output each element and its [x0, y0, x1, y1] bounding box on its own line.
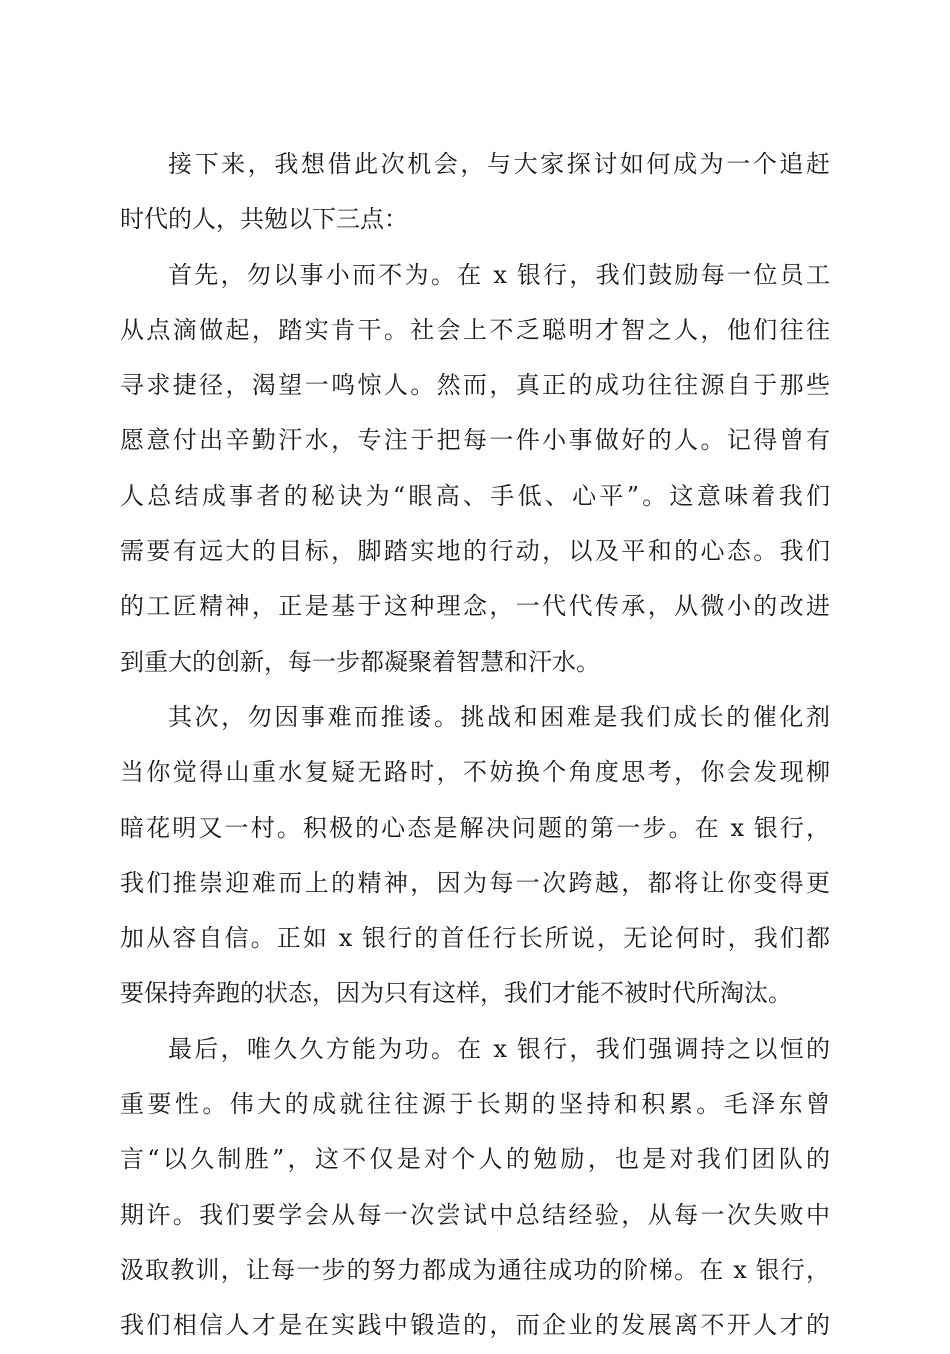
text-line: 从点滴做起，踏实肯干。社会上不乏聪明才智之人，他们往往 [120, 315, 830, 344]
text-line: 的工匠精神，正是基于这种理念，一代代传承，从微小的改进 [120, 592, 830, 621]
text-line: 汲取教训，让每一步的努力都成为通往成功的阶梯。在 x 银行， [120, 1255, 830, 1284]
text-line: 到重大的创新，每一步都凝聚着智慧和汗水。 [120, 647, 600, 676]
text-line: 接下来，我想借此次机会，与大家探讨如何成为一个追赶 [168, 150, 830, 178]
text-line: 人总结成事者的秘诀为“眼高、手低、心平”。这意味着我们 [120, 481, 830, 510]
text-line: 我们推崇迎难而上的精神，因为每一次跨越，都将让你变得更 [120, 868, 830, 897]
text-line: 其次，勿因事难而推诿。挑战和困难是我们成长的催化剂 [168, 702, 830, 731]
text-line: 我们相信人才是在实践中锻造的，而企业的发展离不开人才的 [120, 1311, 830, 1340]
text-line: 愿意付出辛勤汗水，专注于把每一件小事做好的人。记得曾有 [120, 426, 830, 455]
text-line: 时代的人，共勉以下三点： [120, 205, 408, 234]
document-body [120, 137, 830, 1354]
text-line: 期许。我们要学会从每一次尝试中总结经验，从每一次失败中 [120, 1200, 830, 1229]
text-line: 首先，勿以事小而不为。在 x 银行，我们鼓励每一位员工 [168, 260, 830, 289]
text-line: 需要有远大的目标，脚踏实地的行动，以及平和的心态。我们 [120, 537, 830, 566]
text-line: 最后，唯久久方能为功。在 x 银行，我们强调持之以恒的 [168, 1034, 830, 1063]
text-line: 当你觉得山重水复疑无路时，不妨换个角度思考，你会发现柳 [120, 758, 830, 787]
text-line: 寻求捷径，渴望一鸣惊人。然而，真正的成功往往源自于那些 [120, 371, 830, 400]
text-line: 言“以久制胜”，这不仅是对个人的勉励，也是对我们团队的 [120, 1145, 830, 1174]
text-line: 暗花明又一村。积极的心态是解决问题的第一步。在 x 银行， [120, 813, 830, 842]
text-line: 要保持奔跑的状态，因为只有这样，我们才能不被时代所淘汰。 [120, 979, 792, 1008]
text-line: 加从容自信。正如 x 银行的首任行长所说，无论何时，我们都 [120, 924, 830, 953]
text-line: 重要性。伟大的成就往往源于长期的坚持和积累。毛泽东曾 [120, 1090, 830, 1119]
